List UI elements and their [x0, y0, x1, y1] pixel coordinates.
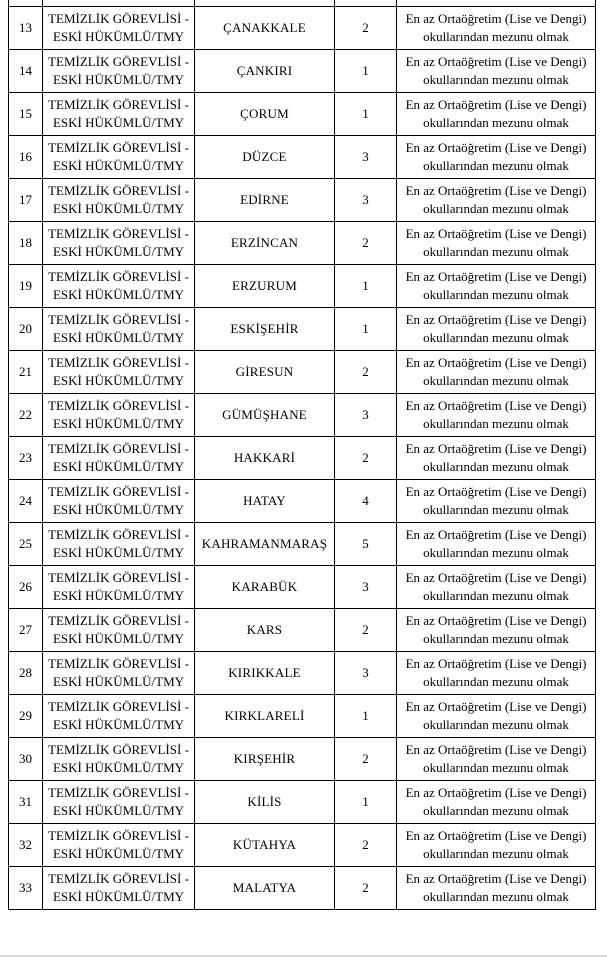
- position-line-2: ESKİ HÜKÜMLÜ/TMY: [52, 458, 185, 474]
- requirement-cell: [397, 737, 596, 780]
- quota-cell: 1: [335, 49, 397, 92]
- quota-cell: 5: [335, 522, 397, 565]
- requirement-line-2: okullarından mezunu olmak: [423, 716, 569, 732]
- requirement-cell: [397, 307, 596, 350]
- table-row: [9, 178, 596, 221]
- requirement-cell: [397, 866, 596, 909]
- row-number-cell: 27: [9, 608, 43, 651]
- position-cell: [43, 780, 195, 823]
- table-row: [9, 49, 596, 92]
- position-line-2: ESKİ HÜKÜMLÜ/TMY: [52, 501, 185, 517]
- requirement-line-1: En az Ortaöğretim (Lise ve Dengi): [405, 526, 587, 542]
- requirement-cell: [397, 92, 596, 135]
- position-line-2: ESKİ HÜKÜMLÜ/TMY: [52, 415, 185, 431]
- position-line-1: TEMİZLİK GÖREVLİSİ -: [48, 655, 189, 671]
- quota-cell: 2: [335, 221, 397, 264]
- row-number-cell: 17: [9, 178, 43, 221]
- quota-cell: 1: [335, 780, 397, 823]
- table-row: [9, 92, 596, 135]
- row-number-cell: 25: [9, 522, 43, 565]
- position-line-2: ESKİ HÜKÜMLÜ/TMY: [52, 372, 185, 388]
- requirement-line-1: En az Ortaöğretim (Lise ve Dengi): [405, 440, 587, 456]
- table-row: [9, 436, 596, 479]
- requirement-cell: [397, 522, 596, 565]
- province-cell: KIRKLARELİ: [195, 694, 335, 737]
- page-break-divider: [0, 955, 607, 957]
- requirement-cell: [397, 608, 596, 651]
- table-row: [9, 221, 596, 264]
- position-line-1: TEMİZLİK GÖREVLİSİ -: [48, 483, 189, 499]
- position-line-1: TEMİZLİK GÖREVLİSİ -: [48, 827, 189, 843]
- position-line-2: ESKİ HÜKÜMLÜ/TMY: [52, 157, 185, 173]
- position-line-2: ESKİ HÜKÜMLÜ/TMY: [52, 544, 185, 560]
- position-line-2: ESKİ HÜKÜMLÜ/TMY: [52, 845, 185, 861]
- province-cell: EDİRNE: [195, 178, 335, 221]
- row-number-cell: 16: [9, 135, 43, 178]
- requirement-line-2: okullarından mezunu olmak: [423, 845, 569, 861]
- quota-cell: 2: [335, 866, 397, 909]
- requirement-cell: [397, 823, 596, 866]
- requirement-line-1: En az Ortaöğretim (Lise ve Dengi): [405, 225, 587, 241]
- requirement-line-1: En az Ortaöğretim (Lise ve Dengi): [405, 10, 587, 26]
- position-line-1: TEMİZLİK GÖREVLİSİ -: [48, 698, 189, 714]
- requirement-line-1: En az Ortaöğretim (Lise ve Dengi): [405, 483, 587, 499]
- position-line-1: TEMİZLİK GÖREVLİSİ -: [48, 268, 189, 284]
- requirement-line-2: okullarından mezunu olmak: [423, 157, 569, 173]
- requirement-line-1: En az Ortaöğretim (Lise ve Dengi): [405, 354, 587, 370]
- requirement-line-1: En az Ortaöğretim (Lise ve Dengi): [405, 96, 587, 112]
- requirement-line-2: okullarından mezunu olmak: [423, 243, 569, 259]
- position-line-1: TEMİZLİK GÖREVLİSİ -: [48, 10, 189, 26]
- quota-cell: 2: [335, 436, 397, 479]
- requirement-line-1: En az Ortaöğretim (Lise ve Dengi): [405, 870, 587, 886]
- row-number-cell: 22: [9, 393, 43, 436]
- quota-cell: 2: [335, 737, 397, 780]
- requirement-line-2: okullarından mezunu olmak: [423, 114, 569, 130]
- position-cell: [43, 264, 195, 307]
- requirement-cell: [397, 350, 596, 393]
- requirement-cell: [397, 479, 596, 522]
- province-cell: ÇANKIRI: [195, 49, 335, 92]
- position-cell: [43, 522, 195, 565]
- requirement-line-1: En az Ortaöğretim (Lise ve Dengi): [405, 569, 587, 585]
- province-cell: MALATYA: [195, 866, 335, 909]
- position-line-1: TEMİZLİK GÖREVLİSİ -: [48, 311, 189, 327]
- requirement-line-2: okullarından mezunu olmak: [423, 200, 569, 216]
- requirement-line-2: okullarından mezunu olmak: [423, 544, 569, 560]
- position-cell: [43, 436, 195, 479]
- table-row: [9, 393, 596, 436]
- row-number-cell: 21: [9, 350, 43, 393]
- table-row: [9, 264, 596, 307]
- table-row: [9, 522, 596, 565]
- requirement-cell: [397, 264, 596, 307]
- position-line-2: ESKİ HÜKÜMLÜ/TMY: [52, 759, 185, 775]
- position-line-1: TEMİZLİK GÖREVLİSİ -: [48, 354, 189, 370]
- province-cell: GİRESUN: [195, 350, 335, 393]
- table-row: [9, 6, 596, 49]
- province-cell: HATAY: [195, 479, 335, 522]
- requirement-line-2: okullarından mezunu olmak: [423, 71, 569, 87]
- province-cell: KARABÜK: [195, 565, 335, 608]
- requirement-line-1: En az Ortaöğretim (Lise ve Dengi): [405, 827, 587, 843]
- position-line-1: TEMİZLİK GÖREVLİSİ -: [48, 182, 189, 198]
- province-cell: ÇANAKKALE: [195, 6, 335, 49]
- requirement-line-1: En az Ortaöğretim (Lise ve Dengi): [405, 182, 587, 198]
- position-cell: [43, 178, 195, 221]
- requirement-line-2: okullarından mezunu olmak: [423, 587, 569, 603]
- row-number-cell: 15: [9, 92, 43, 135]
- row-number-cell: 20: [9, 307, 43, 350]
- requirement-cell: [397, 221, 596, 264]
- requirement-line-1: En az Ortaöğretim (Lise ve Dengi): [405, 784, 587, 800]
- position-line-2: ESKİ HÜKÜMLÜ/TMY: [52, 888, 185, 904]
- row-number-cell: 33: [9, 866, 43, 909]
- province-cell: ESKİŞEHİR: [195, 307, 335, 350]
- table-row: [9, 479, 596, 522]
- table-row: [9, 135, 596, 178]
- quota-cell: 2: [335, 823, 397, 866]
- job-postings-table: [8, 0, 596, 910]
- requirement-cell: [397, 178, 596, 221]
- requirement-line-1: En az Ortaöğretim (Lise ve Dengi): [405, 311, 587, 327]
- position-cell: [43, 694, 195, 737]
- quota-cell: 3: [335, 393, 397, 436]
- quota-cell: 2: [335, 608, 397, 651]
- table-row: [9, 737, 596, 780]
- position-cell: [43, 135, 195, 178]
- requirement-cell: [397, 135, 596, 178]
- table-row: [9, 866, 596, 909]
- table-row: [9, 350, 596, 393]
- position-cell: [43, 651, 195, 694]
- province-cell: KÜTAHYA: [195, 823, 335, 866]
- position-line-1: TEMİZLİK GÖREVLİSİ -: [48, 225, 189, 241]
- position-cell: [43, 608, 195, 651]
- quota-cell: 2: [335, 350, 397, 393]
- requirement-line-1: En az Ortaöğretim (Lise ve Dengi): [405, 698, 587, 714]
- province-cell: ÇORUM: [195, 92, 335, 135]
- position-line-1: TEMİZLİK GÖREVLİSİ -: [48, 870, 189, 886]
- table-row: [9, 307, 596, 350]
- position-line-2: ESKİ HÜKÜMLÜ/TMY: [52, 716, 185, 732]
- row-number-cell: 23: [9, 436, 43, 479]
- position-cell: [43, 565, 195, 608]
- requirement-line-1: En az Ortaöğretim (Lise ve Dengi): [405, 655, 587, 671]
- quota-cell: 3: [335, 135, 397, 178]
- requirement-cell: [397, 565, 596, 608]
- table-row: [9, 651, 596, 694]
- position-cell: [43, 307, 195, 350]
- position-line-2: ESKİ HÜKÜMLÜ/TMY: [52, 243, 185, 259]
- position-line-1: TEMİZLİK GÖREVLİSİ -: [48, 397, 189, 413]
- position-cell: [43, 49, 195, 92]
- requirement-cell: [397, 49, 596, 92]
- requirement-line-2: okullarından mezunu olmak: [423, 759, 569, 775]
- requirement-line-1: En az Ortaöğretim (Lise ve Dengi): [405, 397, 587, 413]
- requirement-cell: [397, 780, 596, 823]
- province-cell: ERZİNCAN: [195, 221, 335, 264]
- requirement-line-2: okullarından mezunu olmak: [423, 329, 569, 345]
- quota-cell: 1: [335, 307, 397, 350]
- requirement-line-1: En az Ortaöğretim (Lise ve Dengi): [405, 612, 587, 628]
- position-cell: [43, 92, 195, 135]
- position-cell: [43, 6, 195, 49]
- position-cell: [43, 221, 195, 264]
- row-number-cell: 18: [9, 221, 43, 264]
- province-cell: KAHRAMANMARAŞ: [195, 522, 335, 565]
- position-line-2: ESKİ HÜKÜMLÜ/TMY: [52, 114, 185, 130]
- requirement-cell: [397, 694, 596, 737]
- position-cell: [43, 479, 195, 522]
- position-line-1: TEMİZLİK GÖREVLİSİ -: [48, 53, 189, 69]
- row-number-cell: 24: [9, 479, 43, 522]
- position-line-2: ESKİ HÜKÜMLÜ/TMY: [52, 200, 185, 216]
- quota-cell: 3: [335, 565, 397, 608]
- requirement-line-2: okullarından mezunu olmak: [423, 888, 569, 904]
- position-line-1: TEMİZLİK GÖREVLİSİ -: [48, 139, 189, 155]
- requirement-line-2: okullarından mezunu olmak: [423, 286, 569, 302]
- requirement-line-1: En az Ortaöğretim (Lise ve Dengi): [405, 268, 587, 284]
- requirement-line-2: okullarından mezunu olmak: [423, 458, 569, 474]
- province-cell: HAKKARİ: [195, 436, 335, 479]
- position-line-1: TEMİZLİK GÖREVLİSİ -: [48, 96, 189, 112]
- position-line-2: ESKİ HÜKÜMLÜ/TMY: [52, 28, 185, 44]
- position-line-1: TEMİZLİK GÖREVLİSİ -: [48, 784, 189, 800]
- requirement-cell: [397, 436, 596, 479]
- requirement-line-2: okullarından mezunu olmak: [423, 802, 569, 818]
- province-cell: KIRIKKALE: [195, 651, 335, 694]
- position-line-2: ESKİ HÜKÜMLÜ/TMY: [52, 587, 185, 603]
- position-line-2: ESKİ HÜKÜMLÜ/TMY: [52, 329, 185, 345]
- position-line-1: TEMİZLİK GÖREVLİSİ -: [48, 612, 189, 628]
- row-number-cell: 13: [9, 6, 43, 49]
- position-line-2: ESKİ HÜKÜMLÜ/TMY: [52, 673, 185, 689]
- position-line-1: TEMİZLİK GÖREVLİSİ -: [48, 741, 189, 757]
- position-cell: [43, 823, 195, 866]
- province-cell: GÜMÜŞHANE: [195, 393, 335, 436]
- requirement-line-1: En az Ortaöğretim (Lise ve Dengi): [405, 741, 587, 757]
- row-number-cell: 28: [9, 651, 43, 694]
- table-row: [9, 565, 596, 608]
- row-number-cell: 30: [9, 737, 43, 780]
- quota-cell: 3: [335, 651, 397, 694]
- position-line-2: ESKİ HÜKÜMLÜ/TMY: [52, 286, 185, 302]
- requirement-cell: [397, 6, 596, 49]
- row-number-cell: 14: [9, 49, 43, 92]
- row-number-cell: 26: [9, 565, 43, 608]
- province-cell: KİLİS: [195, 780, 335, 823]
- quota-cell: 3: [335, 178, 397, 221]
- quota-cell: 1: [335, 264, 397, 307]
- position-line-2: ESKİ HÜKÜMLÜ/TMY: [52, 630, 185, 646]
- position-line-1: TEMİZLİK GÖREVLİSİ -: [48, 569, 189, 585]
- province-cell: KARS: [195, 608, 335, 651]
- province-cell: DÜZCE: [195, 135, 335, 178]
- table-row: [9, 780, 596, 823]
- province-cell: KIRŞEHİR: [195, 737, 335, 780]
- row-number-cell: 19: [9, 264, 43, 307]
- position-line-2: ESKİ HÜKÜMLÜ/TMY: [52, 802, 185, 818]
- table-row: [9, 694, 596, 737]
- requirement-line-2: okullarından mezunu olmak: [423, 501, 569, 517]
- row-number-cell: 29: [9, 694, 43, 737]
- requirement-line-2: okullarından mezunu olmak: [423, 415, 569, 431]
- position-line-1: TEMİZLİK GÖREVLİSİ -: [48, 526, 189, 542]
- quota-cell: 4: [335, 479, 397, 522]
- quota-cell: 1: [335, 694, 397, 737]
- requirement-line-1: En az Ortaöğretim (Lise ve Dengi): [405, 53, 587, 69]
- position-cell: [43, 350, 195, 393]
- row-number-cell: 32: [9, 823, 43, 866]
- position-line-1: TEMİZLİK GÖREVLİSİ -: [48, 440, 189, 456]
- position-cell: [43, 393, 195, 436]
- quota-cell: 1: [335, 92, 397, 135]
- requirement-line-2: okullarından mezunu olmak: [423, 630, 569, 646]
- position-line-2: ESKİ HÜKÜMLÜ/TMY: [52, 71, 185, 87]
- position-cell: [43, 866, 195, 909]
- requirement-line-2: okullarından mezunu olmak: [423, 372, 569, 388]
- quota-cell: 2: [335, 6, 397, 49]
- row-number-cell: 31: [9, 780, 43, 823]
- province-cell: ERZURUM: [195, 264, 335, 307]
- requirement-line-2: okullarından mezunu olmak: [423, 28, 569, 44]
- requirement-line-1: En az Ortaöğretim (Lise ve Dengi): [405, 139, 587, 155]
- table-row: [9, 608, 596, 651]
- requirement-line-2: okullarından mezunu olmak: [423, 673, 569, 689]
- requirement-cell: [397, 651, 596, 694]
- position-cell: [43, 737, 195, 780]
- table-row: [9, 823, 596, 866]
- requirement-cell: [397, 393, 596, 436]
